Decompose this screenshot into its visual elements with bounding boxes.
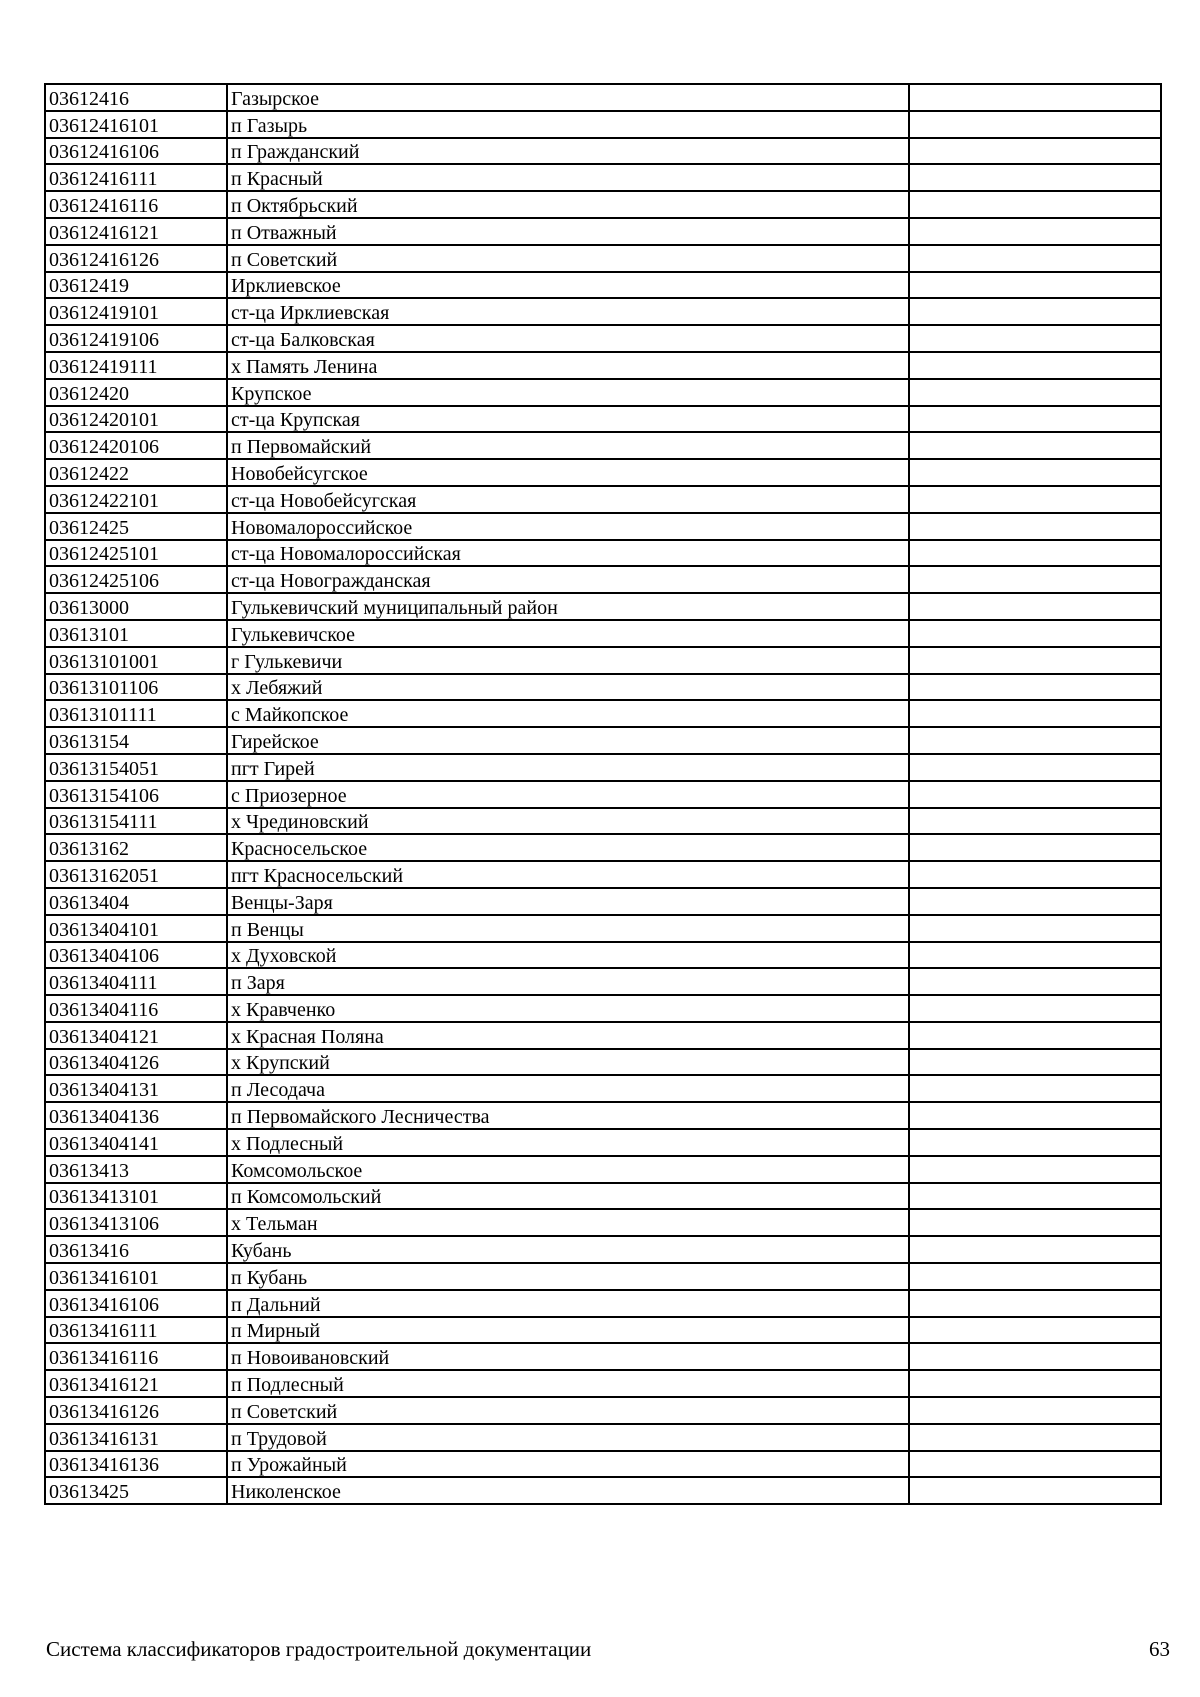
name-cell: п Октябрьский (227, 191, 909, 218)
table-row (45, 84, 1161, 111)
table-row (45, 1129, 1161, 1156)
table-row (45, 1451, 1161, 1478)
table-row (45, 727, 1161, 754)
note-cell (909, 781, 1161, 808)
table-row (45, 834, 1161, 861)
name-cell: Гирейское (227, 727, 909, 754)
note-cell (909, 1049, 1161, 1076)
code-cell: 03613404116 (45, 995, 227, 1022)
table-row (45, 1209, 1161, 1236)
name-cell: Ирклиевское (227, 272, 909, 299)
note-cell (909, 1209, 1161, 1236)
table-row (45, 1236, 1161, 1263)
name-cell: Кубань (227, 1236, 909, 1263)
note-cell (909, 727, 1161, 754)
name-cell: п Урожайный (227, 1451, 909, 1478)
code-cell: 03612419111 (45, 352, 227, 379)
note-cell (909, 995, 1161, 1022)
name-cell: х Тельман (227, 1209, 909, 1236)
code-cell: 03613404111 (45, 968, 227, 995)
code-cell: 03612425101 (45, 540, 227, 567)
name-cell: Газырское (227, 84, 909, 111)
code-cell: 03613154106 (45, 781, 227, 808)
name-cell: п Комсомольский (227, 1183, 909, 1210)
name-cell: х Чрединовский (227, 808, 909, 835)
table-row (45, 298, 1161, 325)
note-cell (909, 700, 1161, 727)
table-row (45, 1049, 1161, 1076)
name-cell: г Гулькевичи (227, 647, 909, 674)
name-cell: х Подлесный (227, 1129, 909, 1156)
table-row (45, 674, 1161, 701)
table-row (45, 379, 1161, 406)
table-row (45, 808, 1161, 835)
note-cell (909, 754, 1161, 781)
code-cell: 03613416111 (45, 1317, 227, 1344)
note-cell (909, 1397, 1161, 1424)
code-cell: 03613101 (45, 620, 227, 647)
table-row (45, 459, 1161, 486)
note-cell (909, 1102, 1161, 1129)
table-row (45, 406, 1161, 433)
table-row (45, 164, 1161, 191)
note-cell (909, 513, 1161, 540)
name-cell: х Память Ленина (227, 352, 909, 379)
name-cell: х Духовской (227, 942, 909, 969)
table-row (45, 942, 1161, 969)
note-cell (909, 352, 1161, 379)
table-row (45, 1477, 1161, 1504)
table-row (45, 111, 1161, 138)
table-row (45, 486, 1161, 513)
code-cell: 03613404136 (45, 1102, 227, 1129)
table-row (45, 1424, 1161, 1451)
table-row (45, 1370, 1161, 1397)
table-row (45, 968, 1161, 995)
note-cell (909, 540, 1161, 567)
code-cell: 03612422 (45, 459, 227, 486)
code-cell: 03613404106 (45, 942, 227, 969)
code-cell: 03613162 (45, 834, 227, 861)
code-cell: 03613416136 (45, 1451, 227, 1478)
note-cell (909, 834, 1161, 861)
note-cell (909, 218, 1161, 245)
code-cell: 03613404131 (45, 1075, 227, 1102)
table-row (45, 754, 1161, 781)
table-row (45, 593, 1161, 620)
classifier-table-body (45, 84, 1161, 1504)
note-cell (909, 1263, 1161, 1290)
name-cell: Новомалороссийское (227, 513, 909, 540)
code-cell: 03612416101 (45, 111, 227, 138)
code-cell: 03612419106 (45, 325, 227, 352)
note-cell (909, 1129, 1161, 1156)
note-cell (909, 138, 1161, 165)
code-cell: 03612425106 (45, 566, 227, 593)
note-cell (909, 1317, 1161, 1344)
name-cell: с Майкопское (227, 700, 909, 727)
note-cell (909, 191, 1161, 218)
code-cell: 03612416121 (45, 218, 227, 245)
name-cell: п Красный (227, 164, 909, 191)
code-cell: 03613416131 (45, 1424, 227, 1451)
table-row (45, 218, 1161, 245)
code-cell: 03612420101 (45, 406, 227, 433)
note-cell (909, 620, 1161, 647)
code-cell: 03612416116 (45, 191, 227, 218)
note-cell (909, 1075, 1161, 1102)
table-row (45, 513, 1161, 540)
note-cell (909, 861, 1161, 888)
table-row (45, 620, 1161, 647)
name-cell: ст-ца Новогражданская (227, 566, 909, 593)
table-row (45, 647, 1161, 674)
code-cell: 03613101111 (45, 700, 227, 727)
name-cell: Новобейсугское (227, 459, 909, 486)
code-cell: 03613162051 (45, 861, 227, 888)
note-cell (909, 272, 1161, 299)
note-cell (909, 888, 1161, 915)
name-cell: ст-ца Новомалороссийская (227, 540, 909, 567)
code-cell: 03613416106 (45, 1290, 227, 1317)
name-cell: ст-ца Ирклиевская (227, 298, 909, 325)
page-number: 63 (1149, 1637, 1170, 1661)
name-cell: п Отважный (227, 218, 909, 245)
table-row (45, 1075, 1161, 1102)
name-cell: Крупское (227, 379, 909, 406)
name-cell: п Венцы (227, 915, 909, 942)
name-cell: ст-ца Новобейсугская (227, 486, 909, 513)
table-row (45, 861, 1161, 888)
code-cell: 03613101106 (45, 674, 227, 701)
name-cell: п Мирный (227, 1317, 909, 1344)
code-cell: 03612416 (45, 84, 227, 111)
note-cell (909, 808, 1161, 835)
name-cell: п Советский (227, 245, 909, 272)
name-cell: пгт Гирей (227, 754, 909, 781)
table-row (45, 888, 1161, 915)
name-cell: п Новоивановский (227, 1343, 909, 1370)
code-cell: 03613416126 (45, 1397, 227, 1424)
note-cell (909, 1343, 1161, 1370)
classifier-table (44, 83, 1162, 1505)
name-cell: п Первомайский (227, 432, 909, 459)
note-cell (909, 1477, 1161, 1504)
code-cell: 03613416121 (45, 1370, 227, 1397)
code-cell: 03612420 (45, 379, 227, 406)
note-cell (909, 298, 1161, 325)
name-cell: Николенское (227, 1477, 909, 1504)
note-cell (909, 566, 1161, 593)
code-cell: 03612416126 (45, 245, 227, 272)
code-cell: 03613000 (45, 593, 227, 620)
note-cell (909, 1290, 1161, 1317)
code-cell: 03612419101 (45, 298, 227, 325)
code-cell: 03613101001 (45, 647, 227, 674)
table-row (45, 915, 1161, 942)
note-cell (909, 1424, 1161, 1451)
name-cell: п Советский (227, 1397, 909, 1424)
table-row (45, 540, 1161, 567)
code-cell: 03613425 (45, 1477, 227, 1504)
code-cell: 03612420106 (45, 432, 227, 459)
table-row (45, 138, 1161, 165)
code-cell: 03612416106 (45, 138, 227, 165)
name-cell: п Трудовой (227, 1424, 909, 1451)
table-row (45, 272, 1161, 299)
note-cell (909, 84, 1161, 111)
note-cell (909, 915, 1161, 942)
name-cell: Гулькевичское (227, 620, 909, 647)
name-cell: х Красная Поляна (227, 1022, 909, 1049)
table-row (45, 700, 1161, 727)
name-cell: пгт Красносельский (227, 861, 909, 888)
code-cell: 03613413101 (45, 1183, 227, 1210)
name-cell: х Крупский (227, 1049, 909, 1076)
code-cell: 03613416116 (45, 1343, 227, 1370)
footer-title: Система классификаторов градостроительной документации (46, 1637, 592, 1661)
name-cell: п Подлесный (227, 1370, 909, 1397)
note-cell (909, 459, 1161, 486)
name-cell: п Лесодача (227, 1075, 909, 1102)
table-row (45, 1317, 1161, 1344)
note-cell (909, 593, 1161, 620)
table-row (45, 432, 1161, 459)
code-cell: 03613416101 (45, 1263, 227, 1290)
note-cell (909, 1183, 1161, 1210)
code-cell: 03612425 (45, 513, 227, 540)
name-cell: п Гражданский (227, 138, 909, 165)
table-row (45, 566, 1161, 593)
code-cell: 03612419 (45, 272, 227, 299)
code-cell: 03612422101 (45, 486, 227, 513)
code-cell: 03613404 (45, 888, 227, 915)
table-row (45, 1156, 1161, 1183)
name-cell: Красносельское (227, 834, 909, 861)
note-cell (909, 164, 1161, 191)
code-cell: 03613413 (45, 1156, 227, 1183)
table-row (45, 1397, 1161, 1424)
note-cell (909, 1236, 1161, 1263)
name-cell: ст-ца Крупская (227, 406, 909, 433)
name-cell: п Первомайского Лесничества (227, 1102, 909, 1129)
code-cell: 03613404141 (45, 1129, 227, 1156)
code-cell: 03613154 (45, 727, 227, 754)
table-row (45, 245, 1161, 272)
code-cell: 03612416111 (45, 164, 227, 191)
note-cell (909, 942, 1161, 969)
note-cell (909, 1022, 1161, 1049)
name-cell: п Кубань (227, 1263, 909, 1290)
table-row (45, 191, 1161, 218)
name-cell: п Заря (227, 968, 909, 995)
code-cell: 03613413106 (45, 1209, 227, 1236)
table-row (45, 1183, 1161, 1210)
note-cell (909, 245, 1161, 272)
note-cell (909, 486, 1161, 513)
code-cell: 03613154111 (45, 808, 227, 835)
note-cell (909, 1156, 1161, 1183)
table-row (45, 1102, 1161, 1129)
table-row (45, 1343, 1161, 1370)
name-cell: ст-ца Балковская (227, 325, 909, 352)
note-cell (909, 1451, 1161, 1478)
name-cell: х Кравченко (227, 995, 909, 1022)
note-cell (909, 111, 1161, 138)
table-row (45, 1290, 1161, 1317)
table-row (45, 352, 1161, 379)
code-cell: 03613404121 (45, 1022, 227, 1049)
note-cell (909, 325, 1161, 352)
note-cell (909, 647, 1161, 674)
note-cell (909, 674, 1161, 701)
note-cell (909, 968, 1161, 995)
note-cell (909, 379, 1161, 406)
table-row (45, 781, 1161, 808)
code-cell: 03613416 (45, 1236, 227, 1263)
name-cell: х Лебяжий (227, 674, 909, 701)
note-cell (909, 432, 1161, 459)
note-cell (909, 1370, 1161, 1397)
name-cell: Гулькевичский муниципальный район (227, 593, 909, 620)
note-cell (909, 406, 1161, 433)
name-cell: п Газырь (227, 111, 909, 138)
name-cell: Венцы-Заря (227, 888, 909, 915)
name-cell: с Приозерное (227, 781, 909, 808)
code-cell: 03613404126 (45, 1049, 227, 1076)
name-cell: Комсомольское (227, 1156, 909, 1183)
table-row (45, 995, 1161, 1022)
table-row (45, 1022, 1161, 1049)
table-row (45, 325, 1161, 352)
code-cell: 03613154051 (45, 754, 227, 781)
code-cell: 03613404101 (45, 915, 227, 942)
table-row (45, 1263, 1161, 1290)
name-cell: п Дальний (227, 1290, 909, 1317)
